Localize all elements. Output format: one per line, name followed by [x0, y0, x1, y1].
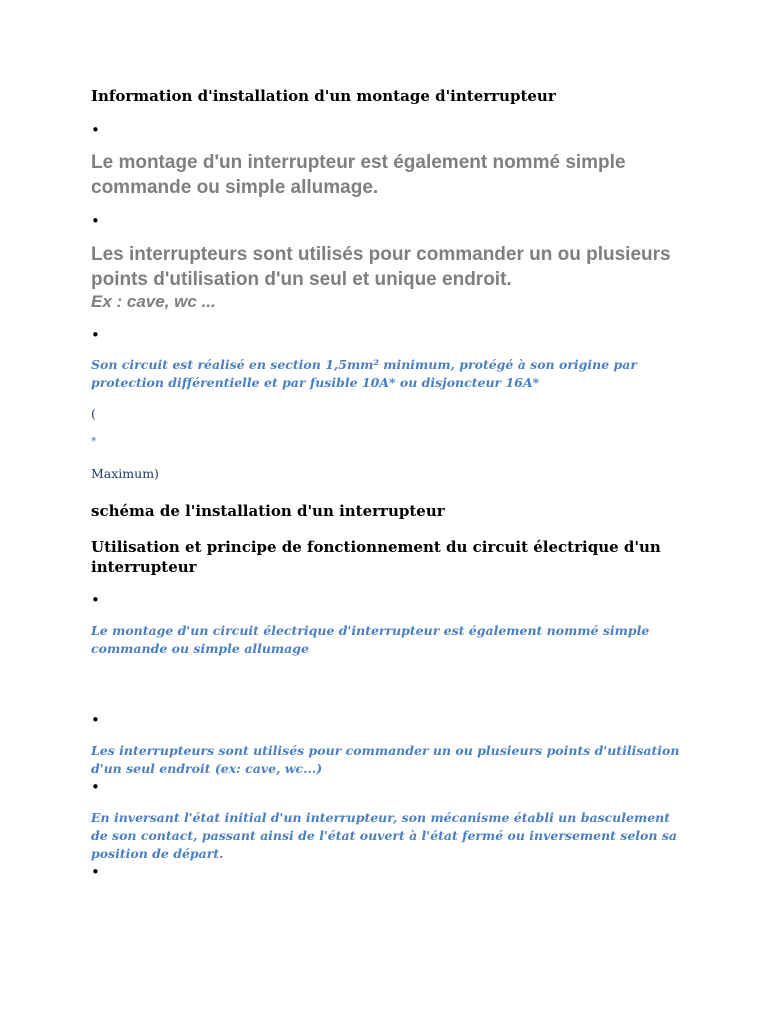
bullet: • [91, 326, 100, 344]
bullet: • [91, 863, 100, 881]
paragraph-interrupteurs-usage: Les interrupteurs sont utilisés pour commander un ou plusieurs points d'utilisation d'un seul endroit (ex: cave, wc...) [91, 743, 680, 776]
bullet: • [91, 212, 100, 230]
paragraph-montage: Le montage d'un interrupteur est également nommé simple commande ou simple allumage. [91, 152, 626, 198]
bullet: • [91, 711, 100, 729]
bullet: • [91, 121, 100, 139]
heading-installation-info: Information d'installation d'un montage d'interrupteur [91, 87, 556, 105]
paragraph-mechanism: En inversant l'état initial d'un interrupteur, son mécanisme établi un basculement de son contact, passant ainsi de l'état ouvert à l'état fermé ou inversement selon sa position de départ. [91, 810, 677, 861]
maximum-note: Maximum) [91, 466, 159, 481]
paren-open: ( [91, 406, 96, 421]
bullet: • [91, 591, 100, 609]
heading-schema: schéma de l'installation d'un interrupteur [91, 502, 445, 520]
heading-utilisation: Utilisation et principe de fonctionnement du circuit électrique d'un interrupteur [91, 538, 661, 576]
bullet: • [91, 778, 100, 796]
paragraph-usage: Les interrupteurs sont utilisés pour commander un ou plusieurs points d'utilisation d'un seul et unique endroit. [91, 244, 671, 290]
asterisk-note: * [91, 435, 97, 448]
example-text: Ex : cave, wc ... [91, 292, 216, 311]
paragraph-circuit-section: Son circuit est réalisé en section 1,5mm² minimum, protégé à son origine par protection différentielle et par fusible 10A* ou disjoncteur 16A* [91, 357, 637, 390]
paragraph-circuit-montage: Le montage d'un circuit électrique d'interrupteur est également nommé simple commande ou simple allumage [91, 623, 650, 656]
